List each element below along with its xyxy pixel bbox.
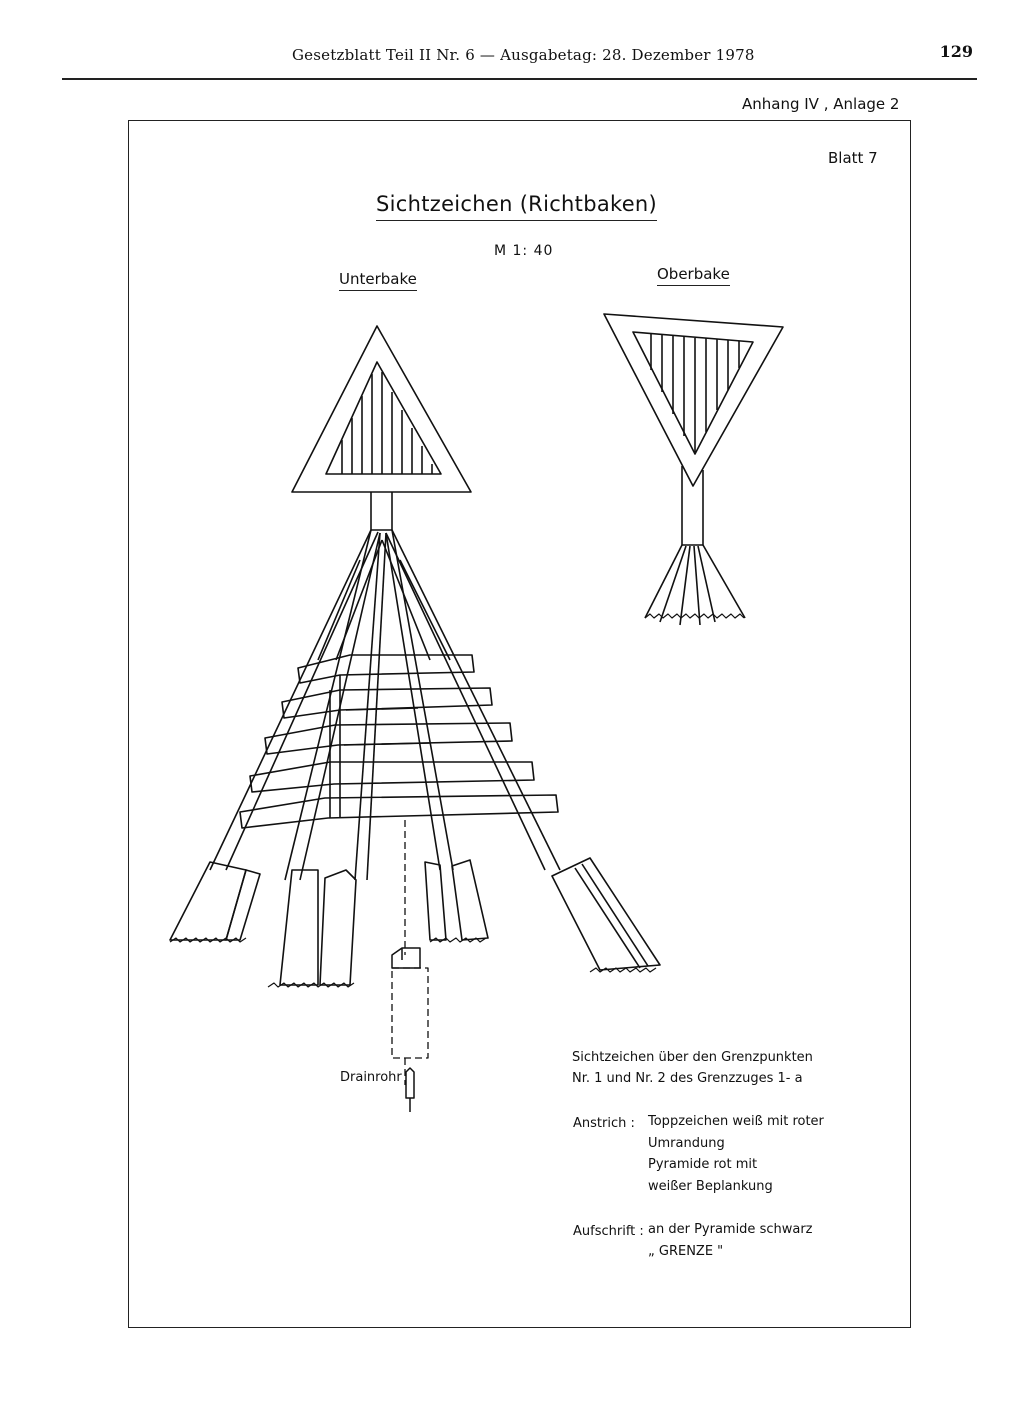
aufschrift-key: Aufschrift : — [573, 1224, 644, 1239]
anstrich-key: Anstrich : — [573, 1116, 635, 1131]
description-block — [572, 1047, 813, 1089]
anstrich-line-2: Umrandung — [648, 1135, 725, 1151]
description-line-1: Sichtzeichen über den Grenzpunkten — [572, 1050, 813, 1065]
unterbake-label: Unterbake — [339, 270, 417, 291]
pyramid-planks — [240, 655, 558, 828]
pyramid-legs — [210, 530, 560, 880]
unterbake-triangle-sign — [292, 326, 471, 492]
anstrich-line-4: weißer Beplankung — [648, 1178, 773, 1194]
oberbake-label: Oberbake — [657, 265, 730, 286]
sheet-label: Blatt 7 — [828, 149, 878, 167]
scale-label: M 1: 40 — [494, 243, 554, 259]
oberbake-triangle-sign — [604, 314, 783, 486]
page-number: 129 — [939, 42, 973, 61]
description-line-2: Nr. 1 und Nr. 2 des Grenzzuges 1- a — [572, 1071, 803, 1086]
unterbake-post — [371, 492, 392, 530]
anstrich-values — [648, 1111, 824, 1197]
aufschrift-values — [648, 1219, 813, 1262]
drawing-title: Sichtzeichen (Richtbaken) — [376, 192, 657, 221]
foundation-blocks — [170, 858, 660, 985]
anstrich-line-1: Toppzeichen weiß mit roter — [648, 1114, 824, 1129]
oberbake-base — [645, 614, 744, 618]
annex-label: Anhang IV , Anlage 2 — [742, 95, 900, 113]
anstrich-line-3: Pyramide rot mit — [648, 1157, 758, 1172]
aufschrift-line-2: „ GRENZE " — [648, 1243, 724, 1259]
drain-pipe — [392, 820, 428, 1085]
drainrohr-label: Drainrohr — [340, 1070, 402, 1085]
ground-marks — [170, 938, 656, 987]
oberbake-post — [645, 466, 745, 625]
aufschrift-line-1: an der Pyramide schwarz — [648, 1222, 813, 1237]
gazette-title: Gesetzblatt Teil II Nr. 6 — Ausgabetag: 28. Dezember 1978 — [292, 46, 755, 64]
drain-cap — [392, 948, 420, 1112]
